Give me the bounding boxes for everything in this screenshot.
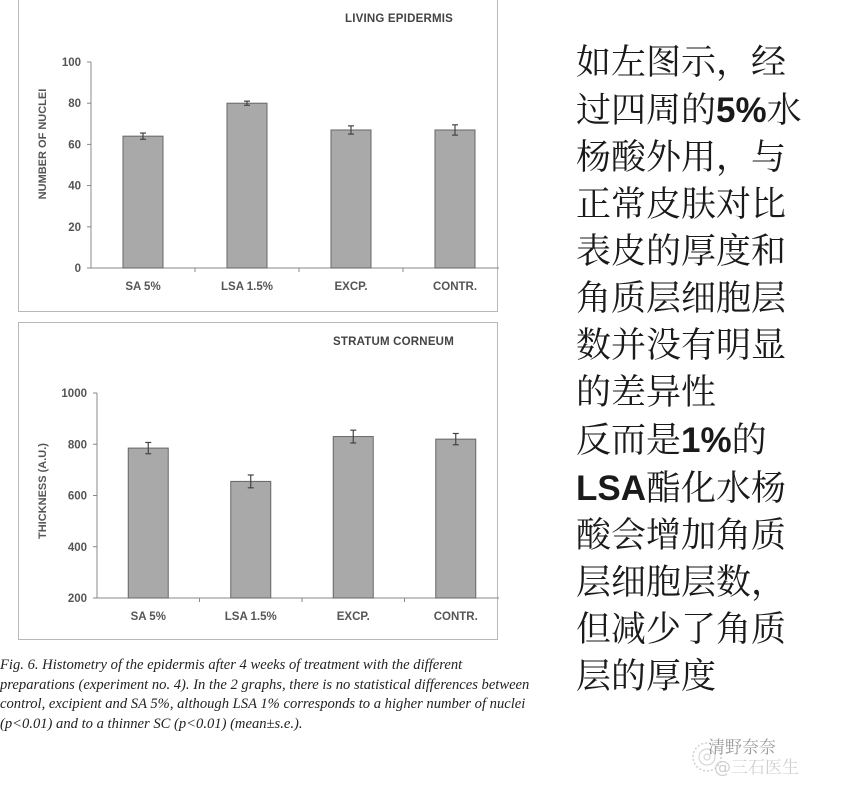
y-tick-label: 20 <box>68 221 81 234</box>
x-tick-label: CONTR. <box>433 611 478 623</box>
watermark-line1: 清野奈奈 <box>708 738 776 758</box>
y-tick-label: 40 <box>68 180 81 193</box>
bar-chart-stratum-corneum <box>19 323 499 641</box>
y-tick-label: 600 <box>67 490 87 503</box>
side-text-line: 角质层细胞层 <box>576 279 787 319</box>
chart-panel-living-epidermis <box>18 0 498 312</box>
side-text-line: 表皮的厚度和 <box>576 232 787 272</box>
side-text-line: 反而是1%的 <box>576 421 767 461</box>
y-tick-label: 800 <box>67 439 87 452</box>
x-tick-label: LSA 1.5% <box>224 611 277 623</box>
y-axis-label: NUMBER OF NUCLEI <box>37 88 49 200</box>
side-text-line: 杨酸外用，与 <box>576 138 787 178</box>
y-tick-label: 100 <box>61 57 81 69</box>
bar <box>333 437 373 598</box>
side-text-line: 过四周的5%水 <box>576 91 802 131</box>
bar <box>436 439 476 598</box>
bar <box>435 130 475 268</box>
chart-panel-stratum-corneum <box>18 322 498 640</box>
y-tick-label: 200 <box>67 593 87 605</box>
side-text-line: 但减少了角质 <box>576 610 787 650</box>
x-tick-label: CONTR. <box>432 281 478 293</box>
x-tick-label: LSA 1.5% <box>221 281 273 293</box>
side-text-line: 正常皮肤对比 <box>576 185 787 225</box>
side-text-line: 层的厚度 <box>576 657 717 697</box>
y-tick-label: 60 <box>68 139 81 152</box>
y-tick-label: 0 <box>74 263 81 275</box>
x-tick-label: EXCP. <box>334 281 368 293</box>
y-tick-label: 80 <box>68 98 81 111</box>
side-text-line: 酸会增加角质 <box>576 516 787 556</box>
side-text-line: LSA酯化水杨 <box>576 469 787 509</box>
bar <box>331 130 371 268</box>
x-tick-label: SA 5% <box>125 281 161 293</box>
chart-title: STRATUM CORNEUM <box>333 336 454 348</box>
bar <box>227 103 267 268</box>
x-tick-label: EXCP. <box>336 611 370 623</box>
y-axis-label: THICKNESS (A.U.) <box>37 443 49 539</box>
bar <box>128 448 168 598</box>
side-text-line: 如左图示，经 <box>576 43 787 83</box>
side-text-line: 层细胞层数， <box>576 563 787 603</box>
watermark-line2: @三石医生 <box>714 758 799 778</box>
watermark <box>700 738 799 778</box>
side-text-line: 数并没有明显 <box>576 326 787 366</box>
x-tick-label: SA 5% <box>130 611 166 623</box>
figure-caption: Fig. 6. Histometry of the epidermis after 4 weeks of treatment with the different preparations (experiment no. 4). In the 2 graphs, there is no statistical differences between control, excipient and SA 5%, although LSA 1% corresponds to a higher number of nuclei (p<0.01) and to a thinner SC (p<0.01) (mean±s.e.). <box>0 657 530 732</box>
y-tick-label: 400 <box>67 541 87 554</box>
bar <box>123 136 163 268</box>
side-text-line: 的差异性 <box>576 373 717 413</box>
y-tick-label: 1000 <box>61 388 87 400</box>
bar <box>231 481 271 598</box>
side-annotation-text <box>576 40 845 701</box>
chart-title: LIVING EPIDERMIS <box>345 13 453 25</box>
bar-chart-living-epidermis <box>19 0 499 312</box>
